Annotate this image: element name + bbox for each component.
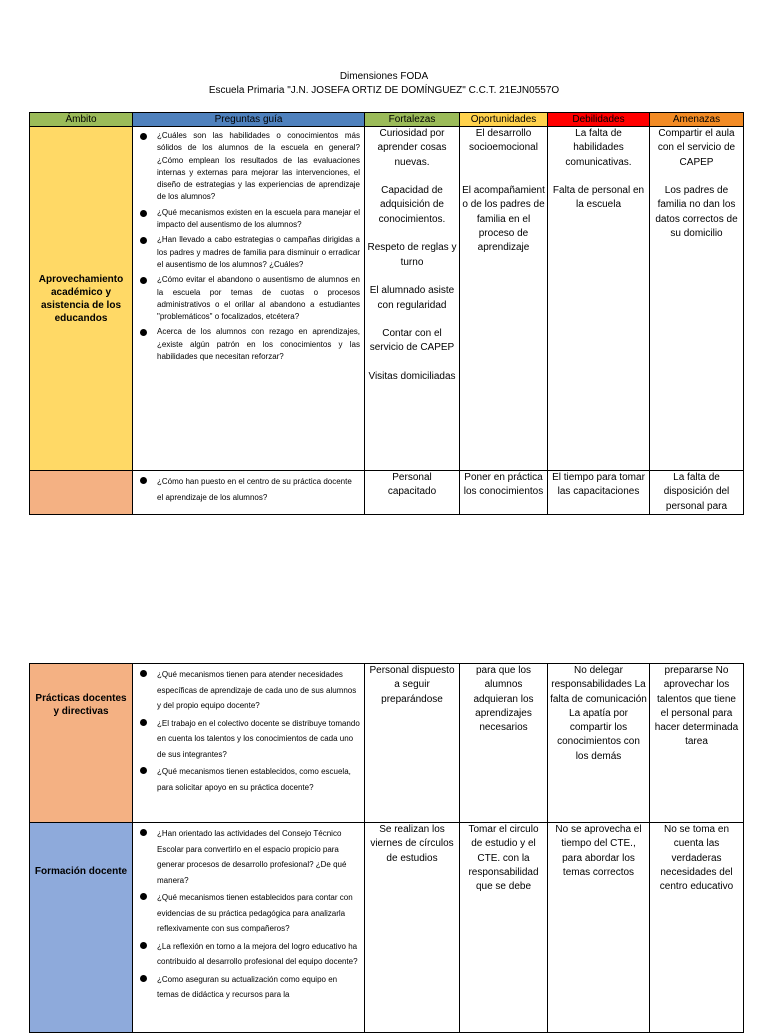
amenazas-cell: Compartir el aula con el servicio de CAPEP Los padres de familia no dan los datos correctos de su domicilio (650, 127, 744, 471)
oportunidades-cell: Poner en práctica los conocimientos (460, 471, 548, 515)
fortalezas-cell: Personal dispuesto a seguir preparándose (365, 664, 460, 823)
header-debilidades: Debilidades (548, 113, 650, 127)
oportunidades-cell: Tomar el circulo de estudio y el CTE. con la responsabilidad que se debe (460, 823, 548, 1033)
document-title: Dimensiones FODA (339, 71, 429, 82)
questions-cell (133, 823, 365, 1033)
fortalezas-cell: Curiosidad por aprender cosas nuevas. Capacidad de adquisición de conocimientos. Respeto de reglas y turno El alumnado asiste con regularidad Contar con el servicio de CAPEP Visitas domiciliadas (365, 127, 460, 471)
header-fortalezas: Fortalezas (365, 113, 460, 127)
ambito-practicas: Prácticas docentes y directivas (30, 664, 133, 823)
ambito-aprovechamiento: Aprovechamiento académico y asistencia de los educandos (30, 127, 133, 471)
questions-cell (133, 664, 365, 823)
question-list (133, 823, 364, 1003)
question-item: ¿La reflexión en torno a la mejora del logro educativo ha contribuido al desarrollo profesional del equipo docente? (137, 939, 360, 970)
oportunidades-cell: El desarrollo socioemocional El acompañamient o de los padres de familia en el proceso de aprendizaje (460, 127, 548, 471)
question-list (133, 471, 364, 505)
question-item: ¿Qué mecanismos tienen establecidos para contar con evidencias de su práctica pedagógica para analizarla reflexivamente con sus compañeros? (137, 890, 360, 937)
header-preguntas: Preguntas guía (133, 113, 365, 127)
question-list (133, 664, 364, 795)
question-item: ¿Qué mecanismos tienen establecidos, como escuela, para solicitar apoyo en su práctica docente? (137, 764, 360, 795)
question-item: ¿El trabajo en el colectivo docente se distribuye tomando en cuenta los talentos y los conocimientos de cada uno de sus integrantes? (137, 716, 360, 763)
ambito-formacion: Formación docente (30, 823, 133, 1033)
fortalezas-cell: Se realizan los viernes de círculos de estudios (365, 823, 460, 1033)
debilidades-cell: El tiempo para tomar las capacitaciones (548, 471, 650, 515)
questions-cell (133, 127, 365, 471)
question-item: ¿Como aseguran su actualización como equipo en temas de didáctica y recursos para la (137, 972, 360, 1003)
header-oportunidades: Oportunidades (460, 113, 548, 127)
fortalezas-cell: Personal capacitado (365, 471, 460, 515)
table-row (30, 471, 744, 515)
question-item: ¿Cómo evitar el abandono o ausentismo de alumnos en la escuela por temas de cuotas o procesos administrativos o el orillar al abandono a estudiantes "problemáticos" o focalizados, etcétera? (137, 274, 360, 323)
table-row (30, 127, 744, 471)
question-item: ¿Qué mecanismos existen en la escuela para manejar el impacto del ausentismo de los alumnos? (137, 207, 360, 232)
amenazas-cell: prepararse No aprovechar los talentos que tiene el personal para hacer determinada tarea (650, 664, 744, 823)
foda-table-2 (29, 663, 744, 1033)
header-ambito: Ámbito (30, 113, 133, 127)
question-item: Acerca de los alumnos con rezago en aprendizajes, ¿existe algún patrón en los conocimientos y las habilidades que necesitan reforzar? (137, 326, 360, 363)
school-subtitle: Escuela Primaria "J.N. JOSEFA ORTIZ DE DOMÍNGUEZ" C.C.T. 21EJN0557O (208, 85, 560, 96)
ambito-continuation (30, 471, 133, 515)
questions-cell (133, 471, 365, 515)
foda-table-1 (29, 112, 744, 515)
header-amenazas: Amenazas (650, 113, 744, 127)
amenazas-cell: No se toma en cuenta las verdaderas necesidades del centro educativo (650, 823, 744, 1033)
question-list (133, 127, 364, 363)
question-item: ¿Qué mecanismos tienen para atender necesidades específicas de aprendizaje de cada uno de sus alumnos y del propio equipo docente? (137, 667, 360, 714)
question-item: ¿Han orientado las actividades del Consejo Técnico Escolar para convertirlo en el espacio propicio para generar procesos de desarrollo profesional? ¿De qué manera? (137, 826, 360, 888)
question-item: ¿Cómo han puesto en el centro de su práctica docente el aprendizaje de los alumnos? (137, 474, 360, 505)
table-row (30, 664, 744, 823)
oportunidades-cell: para que los alumnos adquieran los aprendizajes necesarios (460, 664, 548, 823)
debilidades-cell: No delegar responsabilidades La falta de comunicación La apatía por compartir los conocimientos con los demás (548, 664, 650, 823)
question-item: ¿Han llevado a cabo estrategias o campañas dirigidas a los padres y madres de familia para disminuir o erradicar el ausentismo de los alumnos? ¿Cuáles? (137, 234, 360, 271)
question-item: ¿Cuáles son las habilidades o conocimientos más sólidos de los alumnos de la escuela en general? ¿Cómo emplean los resultados de las evaluaciones internas y externas para mejorar las intervenciones, el diseño de estrategias y las experiencias de aprendizaje de los alumnos? (137, 130, 360, 204)
table-row (30, 823, 744, 1033)
amenazas-cell: La falta de disposición del personal para (650, 471, 744, 515)
debilidades-cell: La falta de habilidades comunicativas. Falta de personal en la escuela (548, 127, 650, 471)
debilidades-cell: No se aprovecha el tiempo del CTE., para abordar los temas correctos (548, 823, 650, 1033)
